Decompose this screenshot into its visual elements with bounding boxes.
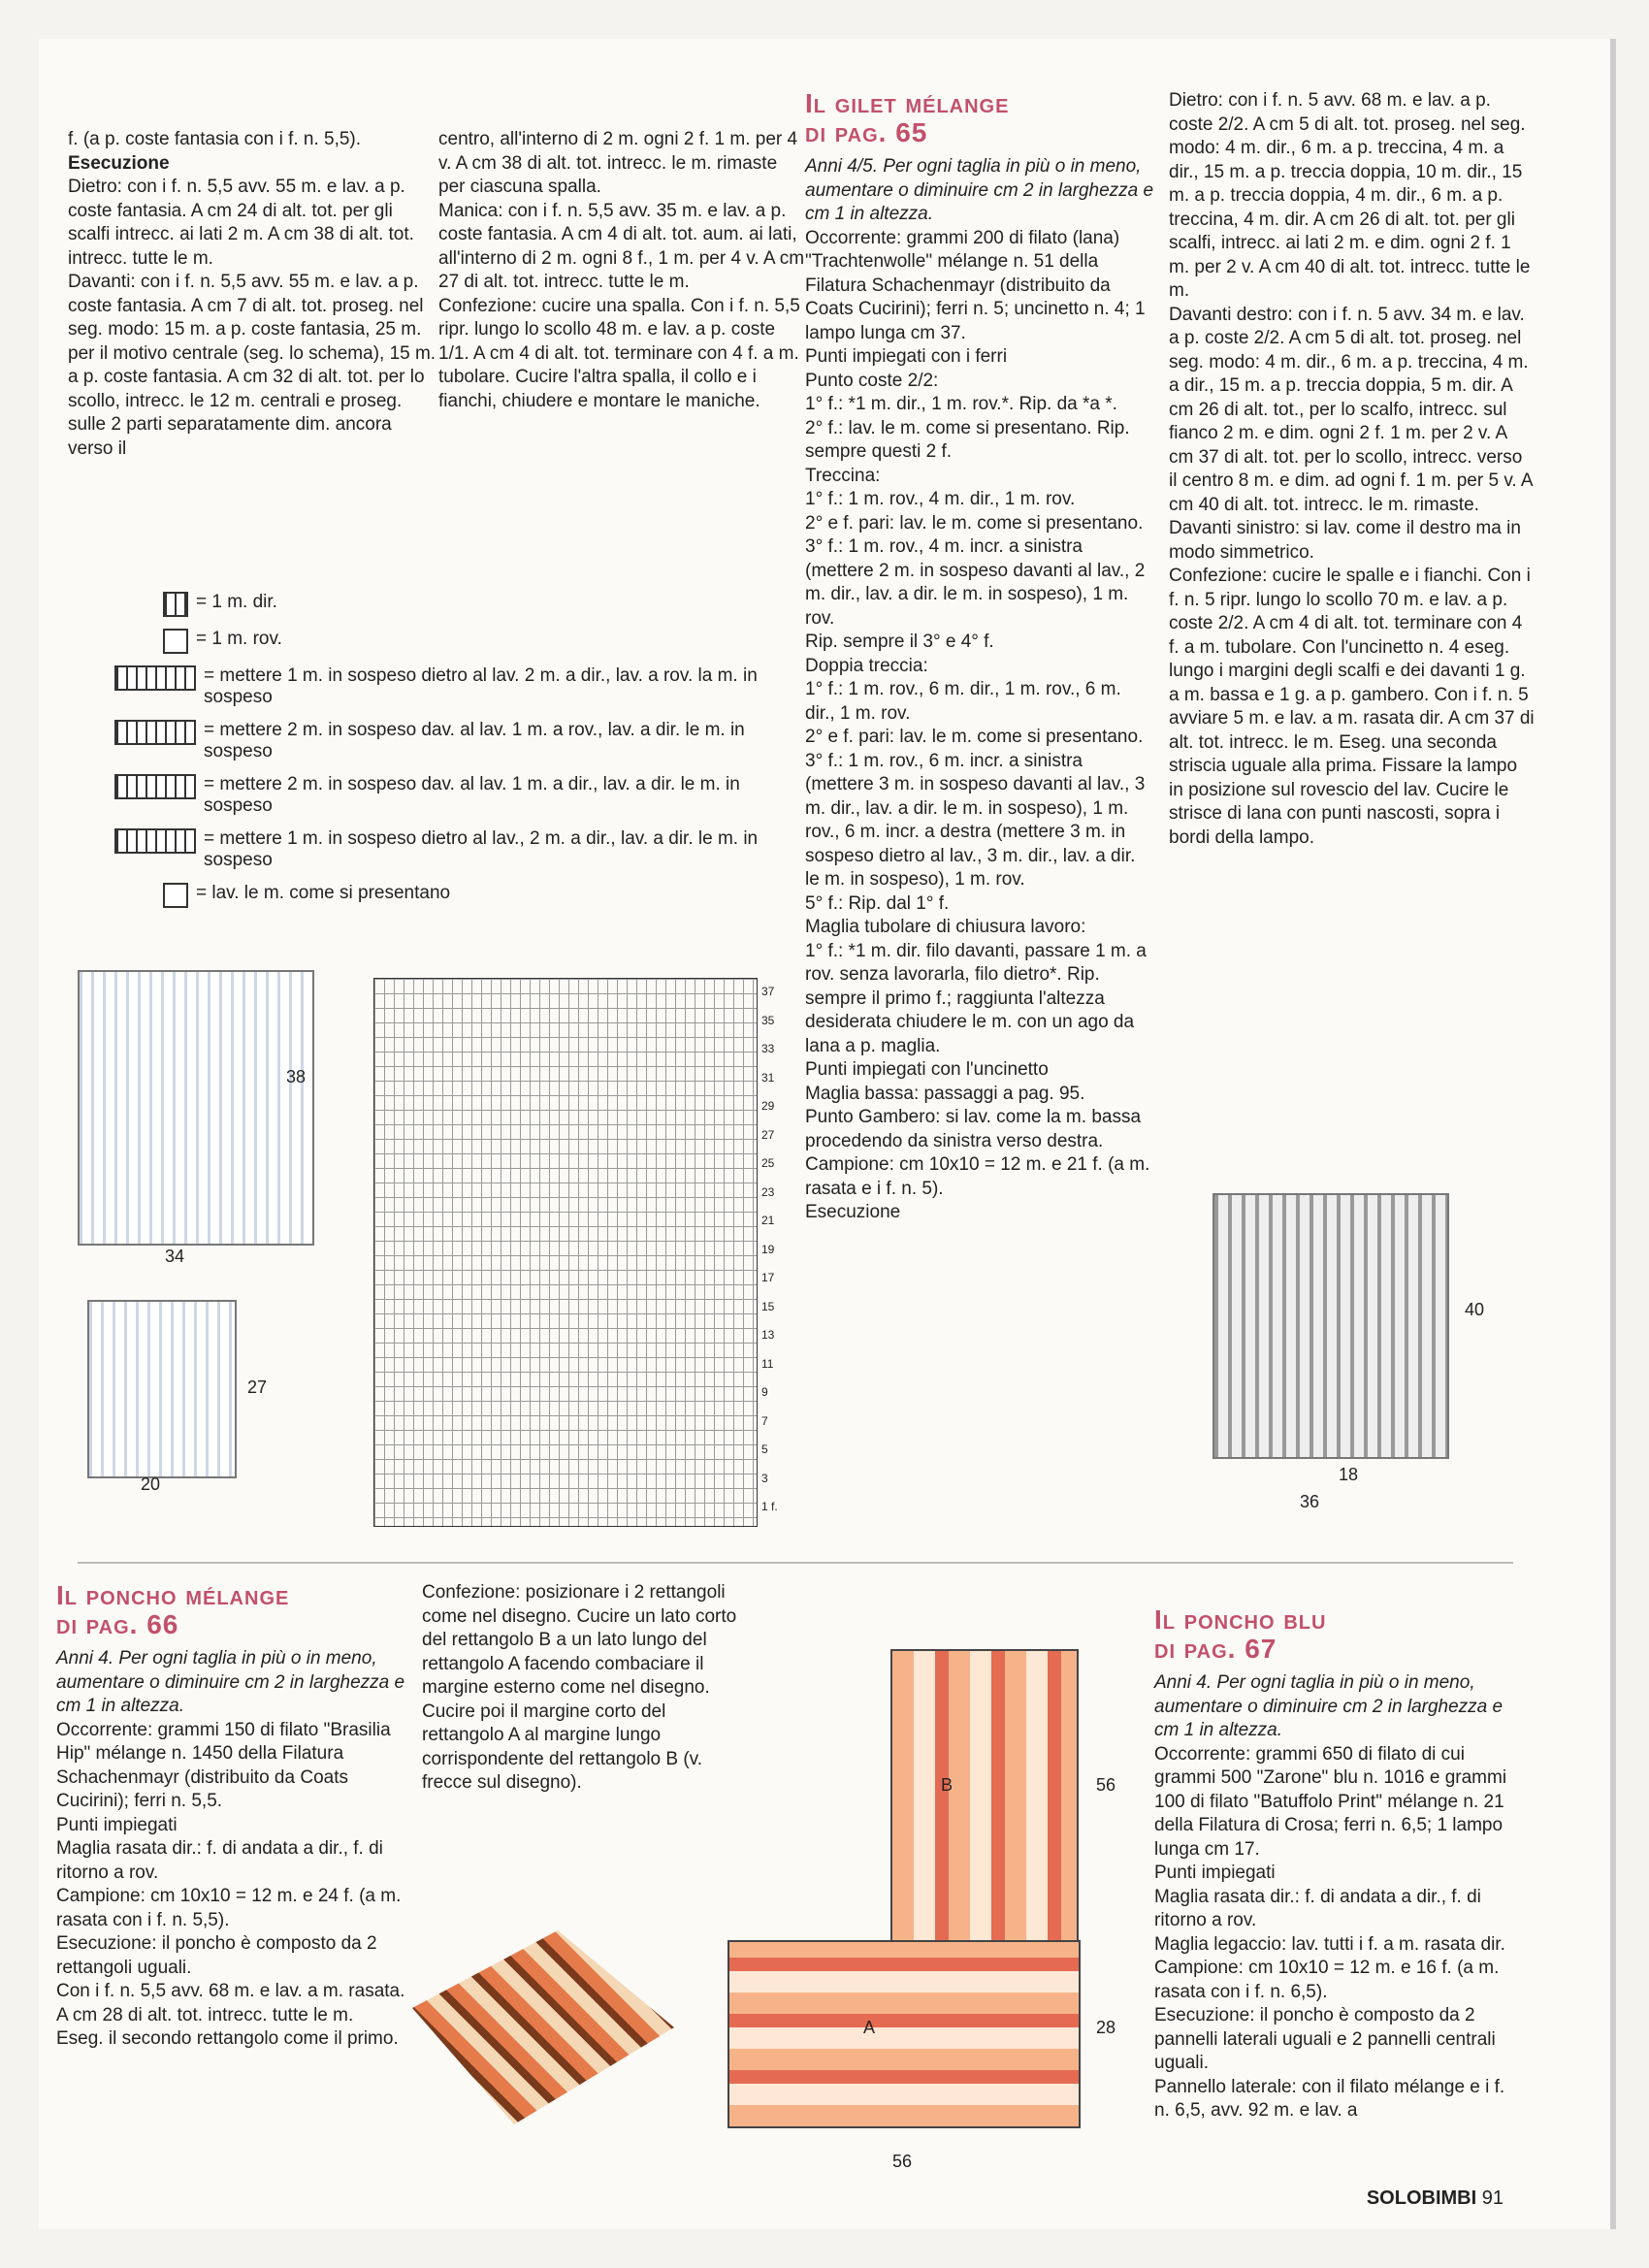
text-line: Punto coste 2/2: — [805, 370, 939, 391]
text-line: 2° e f. pari: lav. le m. come si presentano. — [805, 512, 1144, 534]
section-divider — [78, 1562, 1513, 1564]
knit-symbol-icon — [163, 592, 188, 617]
chart-row-number: 35 — [761, 1013, 775, 1027]
text-line: Pannello laterale: con il filato mélange e i f. n. 6,5, avv. 92 m. e lav. a — [1154, 2076, 1505, 2121]
text-line: 1° f.: *1 m. dir., 1 m. rov.*. Rip. da *a *. — [805, 394, 1117, 414]
chart-row-number: 21 — [761, 1214, 775, 1227]
text-line: Punti impiegati — [1154, 1863, 1276, 1883]
pattern-title: Il poncho mélange — [56, 1580, 290, 1610]
text-line: 3° f.: 1 m. rov., 6 m. incr. a sinistra (mettere 3 m. in sospeso davanti al lav., 3 m. dir., lav. a dir. le m. in sospeso), 1 m. rov., 6 m. incr. a destra (mettere 3 m. in sospeso dietro al lav., 3 m. dir., lav. a dir. le m. in sospeso), 1 m. rov. — [805, 750, 1146, 890]
chart-row-number: 17 — [761, 1271, 775, 1284]
text-line: Rip. sempre il 3° e 4° f. — [805, 632, 994, 652]
dimension-label: 18 — [1339, 1465, 1359, 1484]
text-line: Maglia tubolare di chiusura lavoro: — [805, 917, 1086, 937]
text-line: Maglia legaccio: lav. tutti i f. a m. rasata dir. — [1154, 1933, 1505, 1955]
chart-row-number: 33 — [761, 1042, 775, 1055]
chart-row-number: 11 — [761, 1356, 774, 1371]
rectangle-a — [728, 1940, 1081, 2128]
text-line: Maglia bassa: passaggi a pag. 95. — [805, 1083, 1085, 1104]
text-line: Campione: cm 10x10 = 12 m. e 24 f. (a m. rasata con i f. n. 5,5). — [56, 1886, 402, 1930]
chart-row-number: 31 — [761, 1070, 775, 1085]
chart-row-number: 25 — [761, 1156, 775, 1170]
text-line: Punto Gambero: si lav. come la m. bassa procedendo da sinistra verso destra. — [805, 1107, 1142, 1151]
vest-sketch — [78, 970, 314, 1246]
text-line: Anni 4. Per ogni taglia in più o in meno, aumentare o diminuire cm 2 in larghezza e cm 1 in altezza. — [56, 1648, 405, 1716]
text-line: Occorrente: grammi 650 di filato di cui grammi 500 "Zarone" blu n. 1016 e grammi 100 di filato "Batuffolo Print" mélange n. 21 della Filatura di Crosa; ferri n. 6,5; 1 lampo lunga cm 17. — [1154, 1743, 1507, 1860]
text-line: Occorrente: grammi 150 di filato "Brasilia Hip" mélange n. 1450 della Filatura Schachenmayr (distribuito da Coats Cucirini); ferri n. 5,5. — [56, 1719, 391, 1811]
poncho-sketch — [383, 1930, 674, 2124]
paragraph: Dietro: con i f. n. 5 avv. 68 m. e lav. a p. coste 2/2. A cm 5 di alt. tot. proseg. nel seg. modo: 4 m. dir., 6 m. a p. treccina, 4 m. a dir., 15 m. a p. treccia doppia, 10 m. dir., 15 m. a p. treccia doppia, 4 m. dir., 6 m. a p. treccina, 4 m. dir. A cm 26 di alt. tot. per gli scalfi, intrecc. ai lati 2 m. e dim. ogni 2 f. 1 m. per 2 v. A cm 40 di alt. tot. intrecc. tutte le m. — [1169, 90, 1531, 301]
chart-row-number: 5 — [761, 1442, 768, 1456]
paragraph: Confezione: cucire le spalle e i fianchi. Con i f. n. 5 ripr. lungo lo scollo 70 m. e lav. a p. coste 2/2. A cm 4 di alt. tot. terminare con 4 f. a m. tubolare. Con l'uncinetto n. 4 eseg. lungo i margini degli scalfi e dei davanti 1 g. a m. bassa e 1 g. a p. gambero. Con i f. n. 5 avviare 5 m. e lav. a m. rasata dir. A cm 37 di alt. tot. intrecc. le m. Eseg. una seconda striscia uguale alla prima. Fissare la lampo in posizione sul rovescio del lav. Cucire le strisce di lana con punti nascosti, sopra i bordi della lampo. — [1169, 566, 1535, 848]
text-line: 2° f.: lav. le m. come si presentano. Rip. sempre questi 2 f. — [805, 417, 1130, 462]
rect-label: B — [941, 1775, 954, 1795]
text-line: 1° f.: 1 m. rov., 6 m. dir., 1 m. rov., 6 m. dir., 1 m. rov. — [805, 679, 1121, 724]
legend-item: = mettere 1 m. in sospeso dietro al lav., 2 m. a dir., lav. a dir. le m. in sospeso — [114, 828, 793, 871]
legend-item: = 1 m. dir. — [114, 592, 793, 617]
chart-row-number: 15 — [761, 1299, 775, 1313]
cable-symbol-icon — [114, 828, 196, 854]
dimension-label: 40 — [1465, 1300, 1485, 1319]
text-line: Occorrente: grammi 200 di filato (lana) "Trachtenwolle" mélange n. 51 della Filatura Schachenmayr (distribuito da Coats Cucirini); ferri n. 5; uncinetto n. 4; 1 lampo lunga cm 37. — [805, 227, 1146, 343]
purl-symbol-icon — [163, 629, 188, 654]
dimension-label: 56 — [1096, 1775, 1116, 1795]
text-line: Campione: cm 10x10 = 12 m. e 21 f. (a m. rasata e i f. n. 5). — [805, 1154, 1150, 1199]
column-poncho-1 — [56, 1581, 415, 2052]
legend-item: = lav. le m. come si presentano — [114, 883, 793, 908]
text-line: 5° f.: Rip. dal 1° f. — [805, 892, 950, 914]
dimension-label: 20 — [141, 1474, 161, 1494]
sleeve-sketch — [87, 1300, 237, 1478]
text-line: 2° e f. pari: lav. le m. come si presentano. — [805, 727, 1144, 747]
text-line: Eseg. il secondo rettangolo come il primo. — [56, 2028, 399, 2049]
text-line: Doppia treccia: — [805, 655, 928, 676]
text-line: Maglia rasata dir.: f. di andata a dir., f. di ritorno a rov. — [56, 1838, 383, 1883]
column-4 — [1169, 89, 1536, 850]
column-2 — [438, 128, 805, 413]
text-line: Treccina: — [805, 465, 881, 486]
chart-row-number: 3 — [761, 1471, 768, 1485]
cable-symbol-icon — [114, 720, 196, 745]
paragraph: Davanti sinistro: si lav. come il destro ma in modo simmetrico. — [1169, 518, 1521, 563]
text-line: Con i f. n. 5,5 avv. 68 m. e lav. a m. rasata. A cm 28 di alt. tot. intrecc. tutte le m. — [56, 1981, 405, 2025]
dimension-label: 28 — [1096, 2018, 1116, 2037]
paragraph: Dietro: con i f. n. 5,5 avv. 55 m. e lav. a p. coste fantasia. A cm 24 di alt. tot. per gli scalfi intrecc. ai lati 2 m. A cm 38 di alt. tot. intrecc. tutte le m. — [68, 177, 414, 269]
chart-legend — [114, 592, 793, 920]
column-gilet — [805, 89, 1154, 1225]
paragraph: centro, all'interno di 2 m. ogni 2 f. 1 m. per 4 v. A cm 38 di alt. tot. intrecc. le m. rimaste per ciascuna spalla. — [438, 129, 798, 197]
chart-row-number: 13 — [761, 1328, 775, 1342]
empty-symbol-icon — [163, 883, 188, 908]
text-line: Punti impiegati — [56, 1814, 178, 1835]
legend-item: = mettere 2 m. in sospeso dav. al lav. 1 m. a rov., lav. a dir. le m. in sospeso — [114, 720, 793, 762]
chart-row-number: 9 — [761, 1385, 768, 1399]
rect-label: A — [863, 2018, 876, 2037]
chart-row-number: 1 f. — [761, 1500, 778, 1513]
text-line: 1° f.: 1 m. rov., 4 m. dir., 1 m. rov. — [805, 489, 1076, 509]
section-heading: Esecuzione — [68, 152, 170, 174]
text-line: Esecuzione: il poncho è composto da 2 rettangoli uguali. — [56, 1933, 377, 1978]
page-footer — [1367, 2187, 1504, 2210]
pattern-title: Il gilet mélange — [805, 88, 1010, 118]
gilet-sketch — [1212, 1193, 1449, 1459]
dimension-label: 56 — [892, 2152, 913, 2171]
pattern-title: Il poncho blu — [1154, 1604, 1327, 1635]
magazine-page — [39, 39, 1616, 2229]
text-line: 3° f.: 1 m. rov., 4 m. incr. a sinistra (mettere 2 m. in sospeso davanti al lav., 2 m. dir., lav. a dir. le m. in sospeso), 1 m. rov. — [805, 536, 1146, 629]
cable-symbol-icon — [114, 665, 196, 691]
chart-row-number: 19 — [761, 1242, 775, 1256]
page-number: 91 — [1481, 2187, 1504, 2209]
paragraph: Davanti: con i f. n. 5,5 avv. 55 m. e lav. a p. coste fantasia. A cm 7 di alt. tot. proseg. nel seg. modo: 15 m. a p. coste fantasia, 25 m. per il motivo centrale (seg. lo schema), 15 m. a p. coste fantasia. A cm 32 di alt. tot. per lo scollo, intrecc. le 12 m. centrali e proseg. sulle 2 parti separatamente dim. ancora verso il — [68, 272, 436, 459]
legend-item: = mettere 1 m. in sospeso dietro al lav. 2 m. a dir., lav. a rov. la m. in sospeso — [114, 665, 793, 708]
chart-row-number: 29 — [761, 1099, 775, 1113]
chart-row-number: 27 — [761, 1127, 775, 1142]
paragraph: Confezione: cucire una spalla. Con i f. n. 5,5 ripr. lungo lo scollo 48 m. e lav. a p. coste 1/1. A cm 4 di alt. tot. terminare con 4 f. a m. tubolare. Cucire l'altra spalla, il collo e i fianchi, chiudere e montare le maniche. — [438, 295, 800, 411]
text-line: 1° f.: *1 m. dir. filo davanti, passare 1 m. a rov. senza lavorarla, filo dietro*. Rip. sempre il primo f.; raggiunta l'altezza desiderata chiudere le m. con un ago da lana a p. maglia. — [805, 940, 1147, 1056]
text-line: Maglia rasata dir.: f. di andata a dir., f. di ritorno a rov. — [1154, 1886, 1481, 1930]
text-line: Esecuzione: il poncho è composto da 2 pannelli laterali uguali e 2 pannelli centrali uguali. — [1154, 2005, 1496, 2073]
dimension-label: 34 — [165, 1247, 185, 1266]
text-line: Esecuzione — [805, 1202, 901, 1222]
confezione-text: Confezione: posizionare i 2 rettangoli come nel disegno. Cucire un lato corto del rettangolo B a un lato lungo del rettangolo A facendo combaciare il margine esterno come nel disegno. Cucire poi il margine corto del rettangolo A al margine lungo corrispondente del rettangolo B (v. frecce sul disegno). — [422, 1582, 737, 1793]
legend-item: = mettere 2 m. in sospeso dav. al lav. 1 m. a dir., lav. a dir. le m. in sospeso — [114, 774, 793, 817]
text-line: Punti impiegati con l'uncinetto — [805, 1059, 1049, 1080]
knitting-chart — [373, 978, 758, 1527]
legend-item: = 1 m. rov. — [114, 629, 793, 654]
dimension-label: 38 — [286, 1067, 307, 1086]
text-line: Campione: cm 10x10 = 12 m. e 16 f. (a m. rasata con i f. n. 6,5). — [1154, 1958, 1500, 2002]
dimension-label: 27 — [247, 1377, 268, 1397]
chart-row-number: 37 — [761, 985, 775, 998]
column-poncho-2 — [1154, 1605, 1513, 2123]
pattern-subtitle: di pag. 66 — [56, 1609, 179, 1639]
text-line: Anni 4/5. Per ogni taglia in più o in meno, aumentare o diminuire cm 2 in larghezza e cm 1 in altezza. — [805, 156, 1154, 224]
dimension-label: 36 — [1300, 1492, 1320, 1511]
paragraph: Davanti destro: con i f. n. 5 avv. 34 m. e lav. a p. coste 2/2. A cm 5 di alt. tot. proseg. nel seg. modo: 4 m. dir., 6 m. a p. treccina, 4 m. a dir., 15 m. a p. treccia doppia, 5 m. dir. A cm 26 di alt. tot., per lo scalfo, intrecc. sul fianco 2 m. e dim. ogni 2 f. 1 m. per 2 v. A cm 37 di alt. tot. per lo scollo, intrecc. verso il centro 8 m. e dim. ad ogni f. 1 m. per 5 v. A cm 40 di alt. tot. intrecc. le m. rimaste. — [1169, 304, 1533, 515]
chart-row-number: 7 — [761, 1413, 768, 1428]
cable-symbol-icon — [114, 774, 196, 799]
text-line: f. (a p. coste fantasia con i f. n. 5,5). — [68, 129, 362, 149]
rectangle-b — [890, 1649, 1079, 1973]
text-line: Punti impiegati con i ferri — [805, 346, 1008, 367]
pattern-subtitle: di pag. 65 — [805, 117, 928, 147]
brand-name: SOLOBIMBI — [1366, 2187, 1477, 2209]
chart-row-number: 23 — [761, 1184, 775, 1199]
paragraph: Manica: con i f. n. 5,5 avv. 35 m. e lav. a p. coste fantasia. A cm 4 di alt. tot. aum. ai lati, all'interno di 2 m. ogni 8 f., 1 m. per 4 v. A cm 27 di alt. tot. intrecc. tutte le m. — [438, 200, 805, 292]
text-line: Anni 4. Per ogni taglia in più o in meno, aumentare o diminuire cm 2 in larghezza e cm 1 in altezza. — [1154, 1672, 1504, 1740]
column-1 — [68, 128, 436, 461]
pattern-subtitle: di pag. 67 — [1154, 1634, 1277, 1664]
